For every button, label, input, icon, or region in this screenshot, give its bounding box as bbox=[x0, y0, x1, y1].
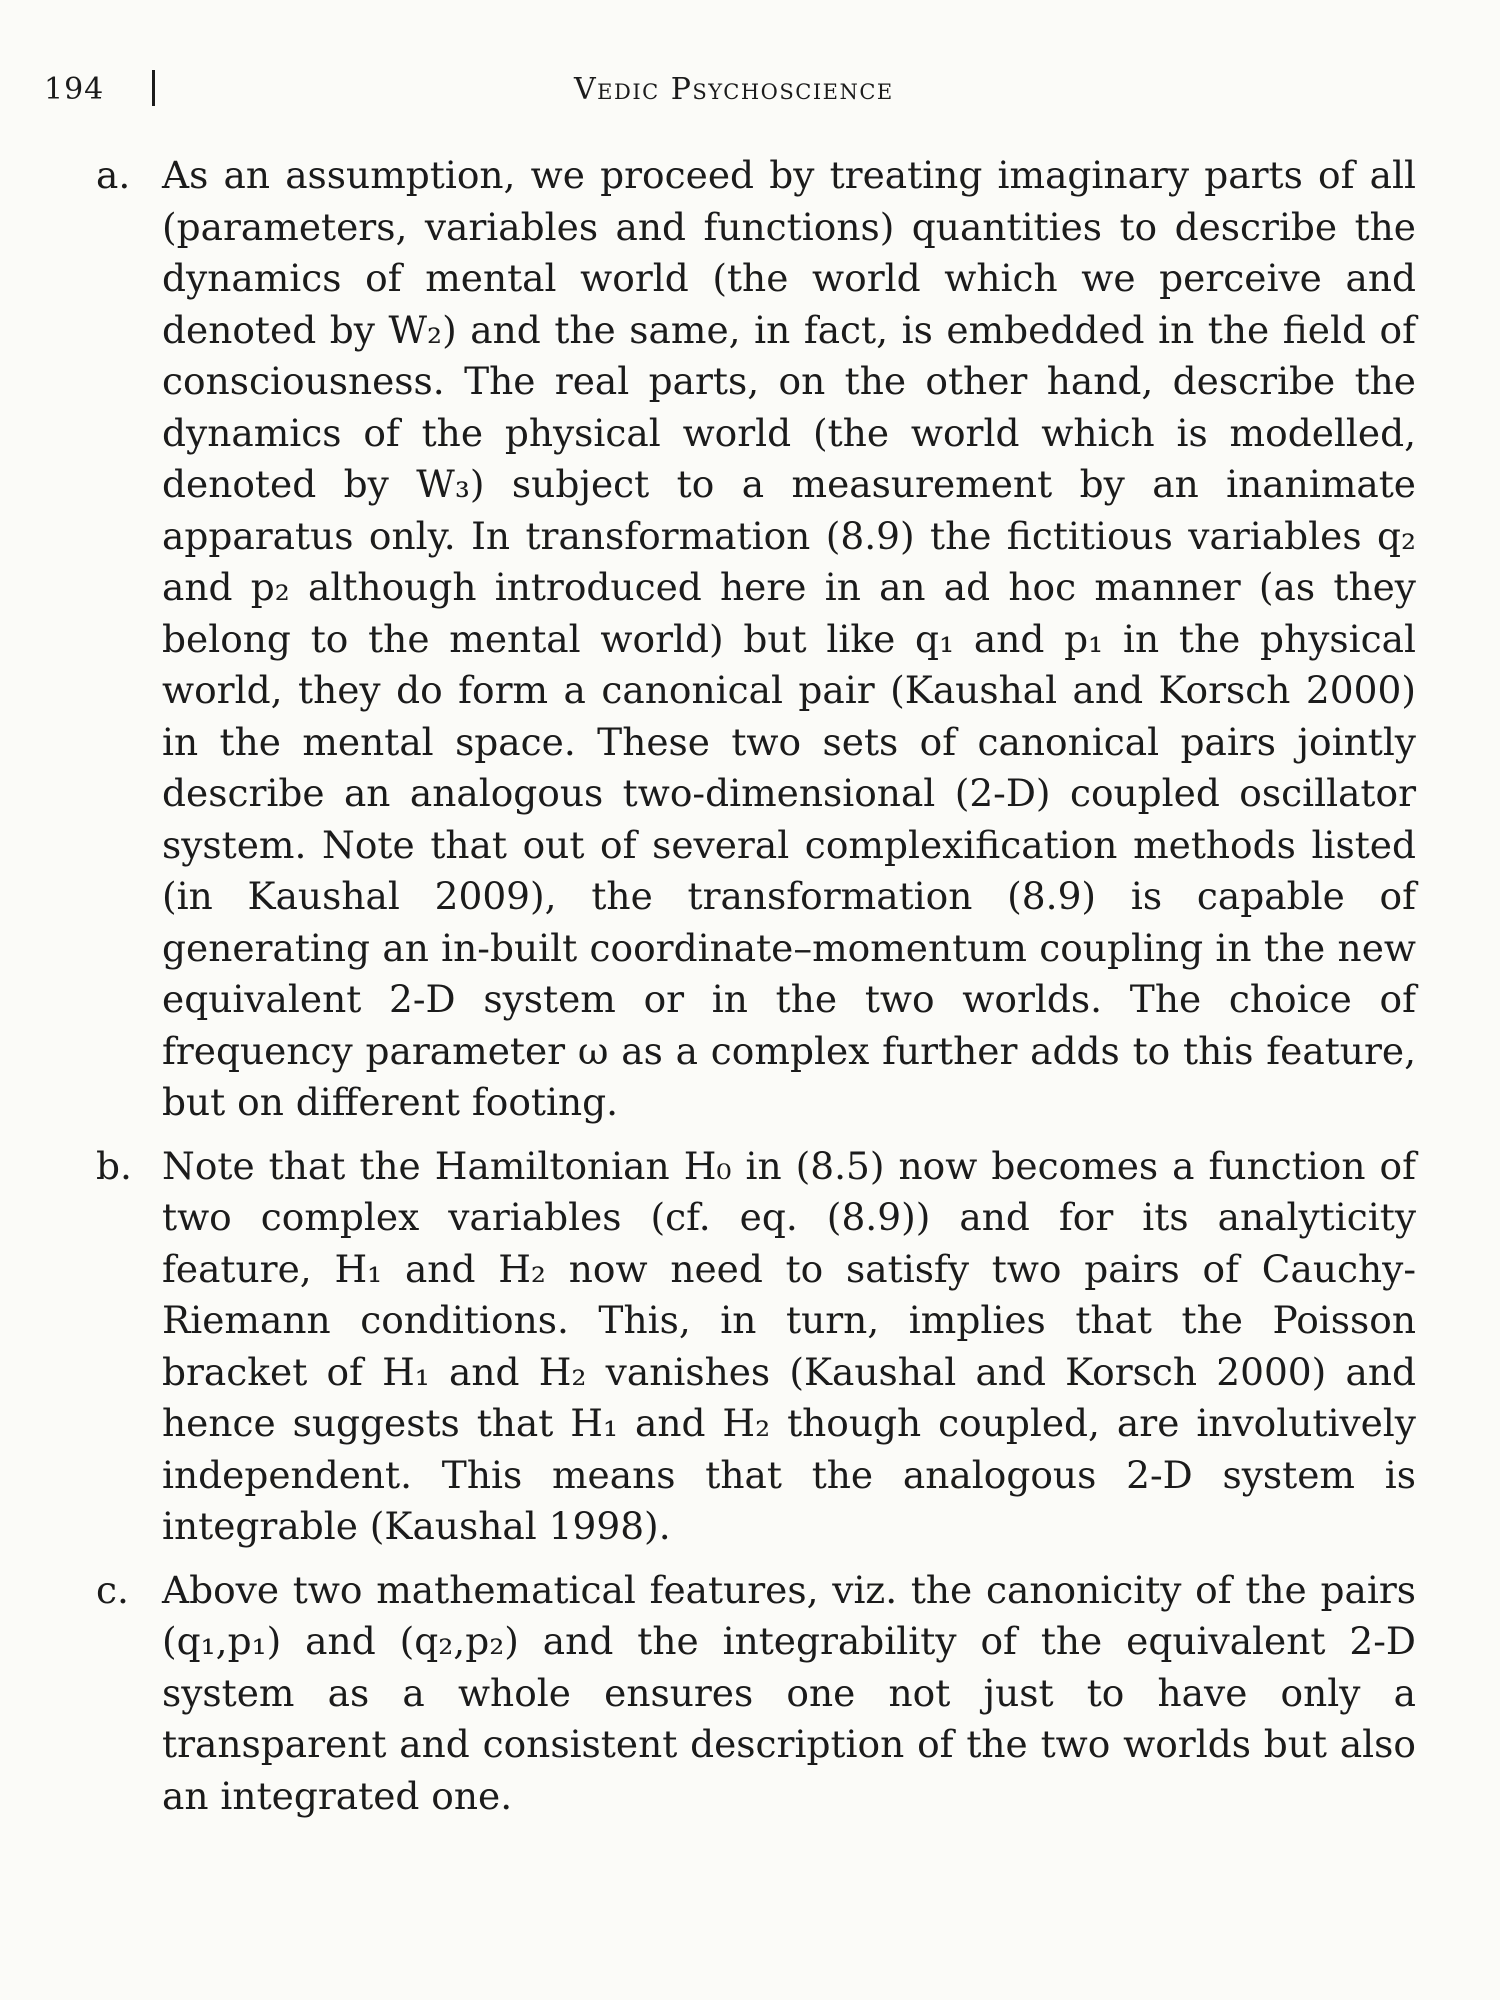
book-title: Vedic Psychoscience bbox=[574, 72, 894, 107]
body-list bbox=[96, 150, 1416, 1834]
list-item-a bbox=[96, 150, 1416, 1129]
list-marker-a: a. bbox=[96, 153, 131, 197]
header-divider bbox=[152, 70, 155, 106]
page-number: 194 bbox=[44, 72, 105, 107]
paragraph-c: Above two mathematical features, viz. the canonicity of the pairs (q₁,p₁) and (q₂,p₂) and the integrability of the equivalent 2-D system as a whole ensures one not just to have only a transparent and consistent description of the two worlds but also an integrated one. bbox=[162, 1567, 1416, 1818]
paragraph-b: Note that the Hamiltonian H₀ in (8.5) now becomes a function of two complex variables (cf. eq. (8.9)) and for its analyticity feature, H₁ and H₂ now need to satisfy two pairs of Cauchy-Riemann conditions. This, in turn, implies that the Poisson bracket of H₁ and H₂ vanishes (Kaushal and Korsch 2000) and hence suggests that H₁ and H₂ though coupled, are involutively independent. This means that the analogous 2-D system is integrable (Kaushal 1998). bbox=[162, 1143, 1416, 1548]
list-marker-c: c. bbox=[96, 1567, 129, 1612]
list-item-c bbox=[96, 1565, 1416, 1823]
running-head bbox=[44, 68, 1444, 118]
list-item-b bbox=[96, 1141, 1416, 1553]
list-marker-b: b. bbox=[96, 1143, 132, 1188]
paragraph-a: As an assumption, we proceed by treating imaginary parts of all (parameters, variables and functions) quantities to describe the dynamics of mental world (the world which we perceive and denoted by W₂) and the same, in fact, is embedded in the field of consciousness. The real parts, on the other hand, describe the dynamics of the physical world (the world which is modelled, denoted by W₃) subject to a measurement by an inanimate apparatus only. In transformation (8.9) the fictitious variables q₂ and p₂ although introduced here in an ad hoc manner (as they belong to the mental world) but like q₁ and p₁ in the physical world, they do form a canonical pair (Kaushal and Korsch 2000) in the mental space. These two sets of canonical pairs jointly describe an analogous two-dimensional (2-D) coupled oscillator system. Note that out of several complexification methods listed (in Kaushal 2009), the transformation (8.9) is capable of generating an in-built coordinate–momentum coupling in the new equivalent 2-D system or in the two worlds. The choice of frequency parameter ω as a complex further adds to this feature, but on different footing. bbox=[162, 153, 1416, 1124]
